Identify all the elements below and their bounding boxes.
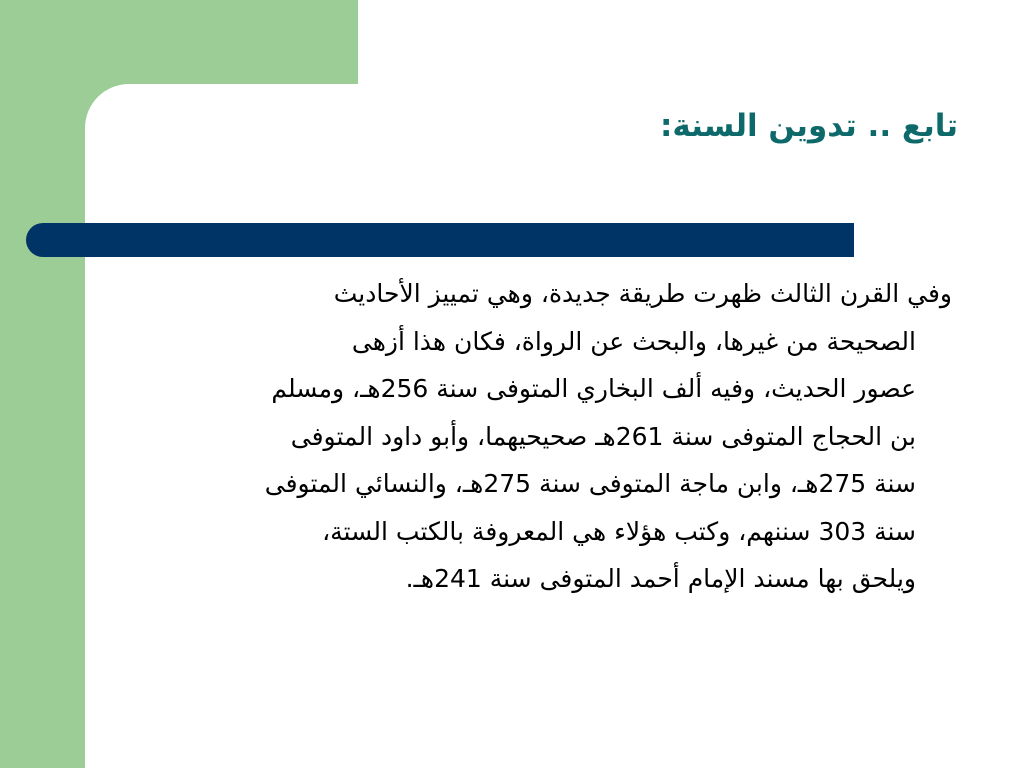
slide-title: تابع .. تدوين السنة: (659, 108, 958, 144)
body-line-5: سنة 275هـ، وابن ماجة المتوفى سنة 275هـ، والنسائي المتوفى (264, 469, 916, 498)
slide-body-text (112, 270, 952, 603)
body-line-3: عصور الحديث، وفيه ألف البخاري المتوفى سنة 256هـ، ومسلم (271, 374, 916, 403)
body-line-2: الصحيحة من غيرها، والبحث عن الرواة، فكان هذا أزهى (351, 326, 916, 356)
body-line-1: وفي القرن الثالث ظهرت طريقة جديدة، وهي تمييز الأحاديث (333, 279, 952, 308)
body-line-6: سنة 303 سننهم، وكتب هؤلاء هي المعروفة بالكتب الستة، (322, 516, 916, 546)
body-line-4: بن الحجاج المتوفى سنة 261هـ صحيحيهما، وأبو داود المتوفى (290, 421, 916, 451)
title-divider-bar (26, 223, 854, 257)
body-line-7: ويلحق بها مسند الإمام أحمد المتوفى سنة 241هـ. (405, 564, 916, 593)
